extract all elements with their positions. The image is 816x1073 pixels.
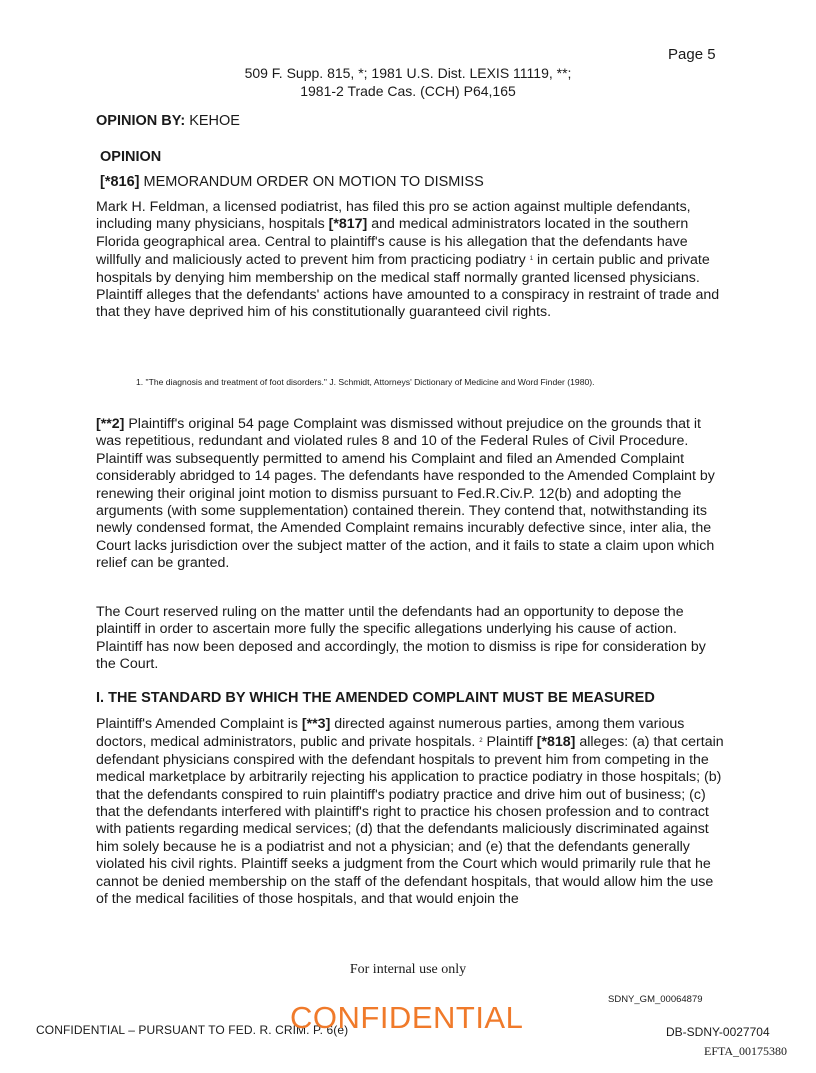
page-pin: [**2]	[96, 416, 125, 432]
paragraph-text: Plaintiff	[482, 734, 537, 751]
page-pin: [**3]	[301, 716, 331, 732]
opinion-heading: OPINION	[100, 149, 162, 165]
paragraph-text: Plaintiff's Amended Complaint is	[96, 716, 302, 732]
paragraph-4	[96, 716, 726, 908]
paragraph-text: alleges: (a) that certain defendant physicians conspired with the defendant hospitals to prevent him from competing in the medical marketplace by arbitrarily rejecting his application to practice podiatry in those hospitals; (b) that the defendants conspired to ruin plaintiff's podiatry practice and drive him out of business; (c) that the defendants interfered with plaintiff's right to practice his chosen profession and to contract with patients regarding medical services; (d) that the defendants maliciously discriminated against him solely because he is a podiatrist and not a physician; and (e) that the defendants generally violated his civil rights. Plaintiff seeks a judgment from the Court which would primarily rule that he cannot be denied membership on the staff of the defendant hospitals, that would allow him the use of the medical facilities of those hospitals, and that would enjoin the	[96, 734, 724, 908]
footnote-marker: 2	[479, 738, 483, 745]
footnote-1: 1. "The diagnosis and treatment of foot disorders." J. Schmidt, Attorneys' Dictionary of Medicine and Word Finder (1980).	[136, 377, 595, 387]
opinion-by-label: OPINION BY:	[96, 113, 186, 129]
efta-number: EFTA_00175380	[704, 1044, 788, 1058]
bates-number-top: SDNY_GM_00064879	[608, 994, 703, 1005]
confidential-notice: CONFIDENTIAL – PURSUANT TO FED. R. CRIM. P. 6(e)	[36, 1023, 349, 1037]
paragraph-text: in certain public and private hospitals by denying him membership on the medical staff normally granted licensed physicians. Plaintiff alleges that the defendants' actions have amounted to a conspiracy in restraint of trade and that they have deprived him of his constitutionally guaranteed civil rights.	[96, 252, 720, 321]
paragraph-2	[96, 416, 726, 573]
paragraph-text: Plaintiff's original 54 page Complaint was dismissed without prejudice on the grounds that it was repetitious, redundant and violated rules 8 and 10 of the Federal Rules of Civil Procedure. Plaintiff was subsequently permitted to amend his Complaint and filed an Amended Complaint considerably abridged to 14 pages. The defendants have responded to the Amended Complaint by renewing their original joint motion to dismiss pursuant to Fed.R.Civ.P. 12(b) and adopting the arguments (with some supplementation) contained therein. They contend that, notwithstanding its newly condensed format, the Amended Complaint remains incurably defective since, inter alia, the Court lacks jurisdiction over the subject matter of the action, and it fails to state a claim upon which relief can be granted.	[96, 416, 715, 572]
paragraph-1	[96, 199, 726, 322]
case-citation	[0, 64, 816, 100]
page-number: Page 5	[668, 46, 716, 63]
section-heading: I. THE STANDARD BY WHICH THE AMENDED COMPLAINT MUST BE MEASURED	[96, 690, 655, 706]
page-pin: [*818]	[536, 734, 576, 751]
opinion-by	[96, 113, 240, 129]
bates-number-right: DB-SDNY-0027704	[666, 1025, 770, 1039]
memorandum-heading	[100, 174, 484, 190]
page-pin: [*817]	[328, 216, 368, 233]
paragraph-text: directed against numerous parties, among them various doctors, medical administrators, public and private hospitals.	[96, 716, 685, 751]
citation-line-2: 1981-2 Trade Cas. (CCH) P64,165	[300, 83, 516, 99]
paragraph-text: and medical administrators located in the southern Florida geographical area. Central to plaintiff's cause is his allegation that the defendants have willfully and maliciously acted to prevent him from practicing podiatry	[96, 216, 689, 269]
confidential-stamp: CONFIDENTIAL	[290, 1000, 524, 1035]
memorandum-title: MEMORANDUM ORDER ON MOTION TO DISMISS	[143, 174, 484, 190]
paragraph-text: Mark H. Feldman, a licensed podiatrist, has filed this pro se action against multiple defendants, including many physicians, hospitals	[96, 199, 691, 233]
page-pin: [*816]	[100, 174, 140, 190]
footnote-marker: 1	[529, 256, 534, 263]
paragraph-3: The Court reserved ruling on the matter until the defendants had an opportunity to depose the plaintiff in order to ascertain more fully the specific allegations underlying his cause of action. Plaintiff has now been deposed and accordingly, the motion to dismiss is ripe for consideration by the Court.	[96, 604, 706, 673]
judge-name: KEHOE	[189, 113, 240, 129]
citation-line-1: 509 F. Supp. 815, *; 1981 U.S. Dist. LEXIS 11119, **;	[244, 65, 572, 81]
internal-use-notice: For internal use only	[349, 962, 467, 977]
